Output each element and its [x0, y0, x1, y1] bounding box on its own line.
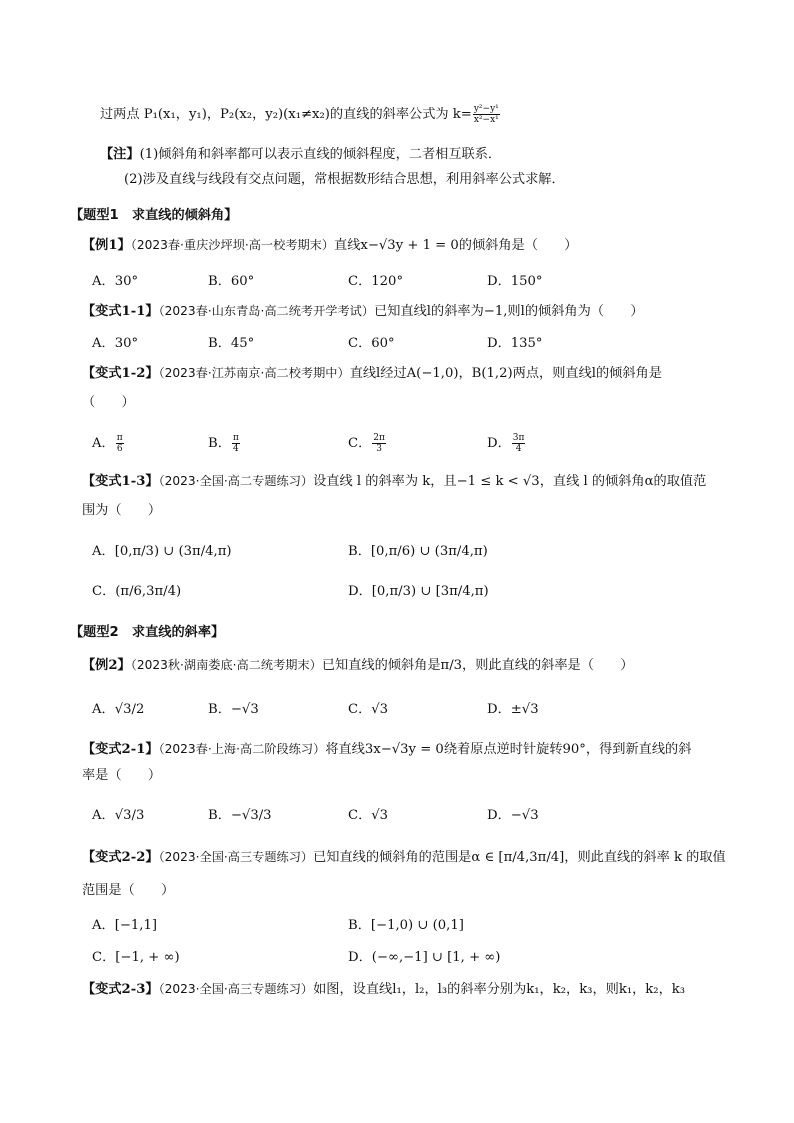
option-b: B．60° — [208, 274, 255, 289]
variant-2-1-stem — [82, 740, 691, 759]
option-d: D．150° — [487, 274, 543, 289]
option-c: C．√3 — [348, 702, 389, 717]
option-a: A．√3/2 — [92, 702, 145, 717]
option-a: A．[−1,1] — [92, 918, 158, 933]
variant-1-3-stem — [82, 472, 706, 491]
question-stem: 设直线 l 的斜率为 k，且−1 ≤ k < √3，直线 l 的倾斜角α的取值范 — [313, 474, 707, 489]
note-1 — [100, 146, 501, 164]
question-label: 【变式1-3】 — [82, 474, 159, 489]
option-d: D．±√3 — [487, 702, 539, 717]
option-c: C．120° — [348, 274, 404, 289]
variant-1-2-stem-cont: （ ） — [82, 395, 135, 410]
option-c: C．(π/6,3π/4) — [92, 584, 182, 599]
question-source: （2023秋·湖南娄底·高二统考期末） — [130, 658, 322, 672]
example-1-stem — [82, 236, 578, 255]
option-d: D．−√3 — [487, 808, 539, 823]
slope-formula-text: 过两点 P₁(x₁，y₁)，P₂(x₂，y₂)(x₁≠x₂)的直线的斜率公式为 k= — [100, 107, 472, 122]
question-source: （2023春·重庆沙坪坝·高一校考期末） — [130, 238, 335, 252]
variant-1-3-stem-cont: 围为（ ） — [82, 503, 162, 518]
question-stem: 已知直线的倾斜角是π/3，则此直线的斜率是（ ） — [321, 658, 634, 673]
fraction-numerator: y²−y¹ — [473, 104, 499, 114]
variant-2-3-stem — [82, 980, 685, 999]
fraction-denominator: 4 — [515, 444, 522, 454]
question-stem: 如图，设直线l₁，l₂，l₃的斜率分别为k₁，k₂，k₃，则k₁，k₂，k₃ — [313, 982, 686, 997]
option-a — [92, 432, 125, 454]
slope-formula-line — [100, 104, 501, 125]
option-d — [487, 432, 526, 454]
note-2: (2)涉及直线与线段有交点问题，常根据数形结合思想，利用斜率公式求解． — [124, 172, 565, 187]
option-d: D．(−∞,−1] ∪ [1, + ∞) — [348, 950, 501, 965]
question-label: 【例2】 — [82, 658, 131, 673]
question-label: 【例1】 — [82, 238, 131, 253]
option-b — [208, 432, 241, 454]
question-source: （2023·全国·高三专题练习） — [158, 982, 314, 996]
option-c: C．60° — [348, 336, 395, 351]
fraction-numerator: 2π — [373, 433, 385, 443]
question-source: （2023·全国·高二专题练习） — [158, 474, 314, 488]
question-source: （2023·全国·高三专题练习） — [158, 850, 314, 864]
question-label: 【变式1-1】 — [82, 304, 159, 319]
variant-1-2-stem — [82, 364, 662, 383]
option-a: A．30° — [92, 336, 139, 351]
option-letter: A． — [92, 436, 115, 451]
slope-formula-fraction — [473, 104, 500, 125]
question-label: 【变式1-2】 — [82, 366, 159, 381]
section-title-type1: 【题型1 求直线的倾斜角】 — [70, 208, 238, 223]
question-source: （2023春·江苏南京·高二校考期中） — [158, 366, 350, 380]
question-stem: 直线x−√3y + 1 = 0的倾斜角是（ ） — [334, 238, 578, 253]
option-d: D．[0,π/3) ∪ [3π/4,π) — [348, 584, 489, 599]
question-label: 【变式2-3】 — [82, 982, 159, 997]
question-stem: 已知直线的倾斜角的范围是α ∈ [π/4,3π/4]，则此直线的斜率 k 的取值 — [313, 850, 726, 865]
section-title-type2: 【题型2 求直线的斜率】 — [70, 625, 225, 640]
question-stem: 直线l经过A(−1,0)，B(1,2)两点，则直线l的倾斜角是 — [349, 366, 662, 381]
note-1-text: (1)倾斜角和斜率都可以表示直线的倾斜程度，二者相互联系． — [139, 147, 502, 162]
question-source: （2023春·山东青岛·高二统考开学考试） — [158, 304, 375, 318]
option-a: A．[0,π/3) ∪ (3π/4,π) — [92, 544, 232, 559]
option-letter: B． — [208, 436, 231, 451]
option-letter: C． — [348, 436, 372, 451]
question-label: 【变式2-2】 — [82, 850, 159, 865]
option-b: B．−√3 — [208, 702, 259, 717]
option-c: C．[−1, + ∞) — [92, 950, 180, 965]
variant-2-2-stem-cont: 范围是（ ） — [82, 883, 175, 898]
option-c — [348, 432, 387, 454]
option-b: B．45° — [208, 336, 255, 351]
option-b: B．−√3/3 — [208, 808, 272, 823]
variant-1-1-stem — [82, 302, 644, 321]
fraction-numerator: π — [232, 433, 239, 443]
variant-2-2-stem — [82, 848, 726, 867]
question-source: （2023春·上海·高二阶段练习） — [158, 742, 326, 756]
fraction-denominator: 6 — [116, 444, 123, 454]
example-2-stem — [82, 656, 633, 675]
variant-2-1-stem-cont: 率是（ ） — [82, 768, 162, 783]
option-b: B．[−1,0) ∪ (0,1] — [348, 918, 464, 933]
option-b: B．[0,π/6) ∪ (3π/4,π) — [348, 544, 488, 559]
option-d: D．135° — [487, 336, 543, 351]
fraction-denominator: x²−x¹ — [473, 115, 499, 125]
fraction-denominator: 3 — [376, 444, 382, 454]
option-c: C．√3 — [348, 808, 389, 823]
fraction-numerator: π — [116, 433, 123, 443]
note-label: 【注】 — [100, 147, 140, 162]
fraction-numerator: 3π — [512, 433, 525, 443]
option-a: A．√3/3 — [92, 808, 145, 823]
question-label: 【变式2-1】 — [82, 742, 159, 757]
fraction-denominator: 4 — [232, 444, 239, 454]
question-stem: 将直线3x−√3y = 0绕着原点逆时针旋转90°，得到新直线的斜 — [325, 742, 692, 757]
question-stem: 已知直线l的斜率为−1,则l的倾斜角为（ ） — [374, 304, 644, 319]
option-letter: D． — [487, 436, 511, 451]
option-a: A．30° — [92, 274, 139, 289]
